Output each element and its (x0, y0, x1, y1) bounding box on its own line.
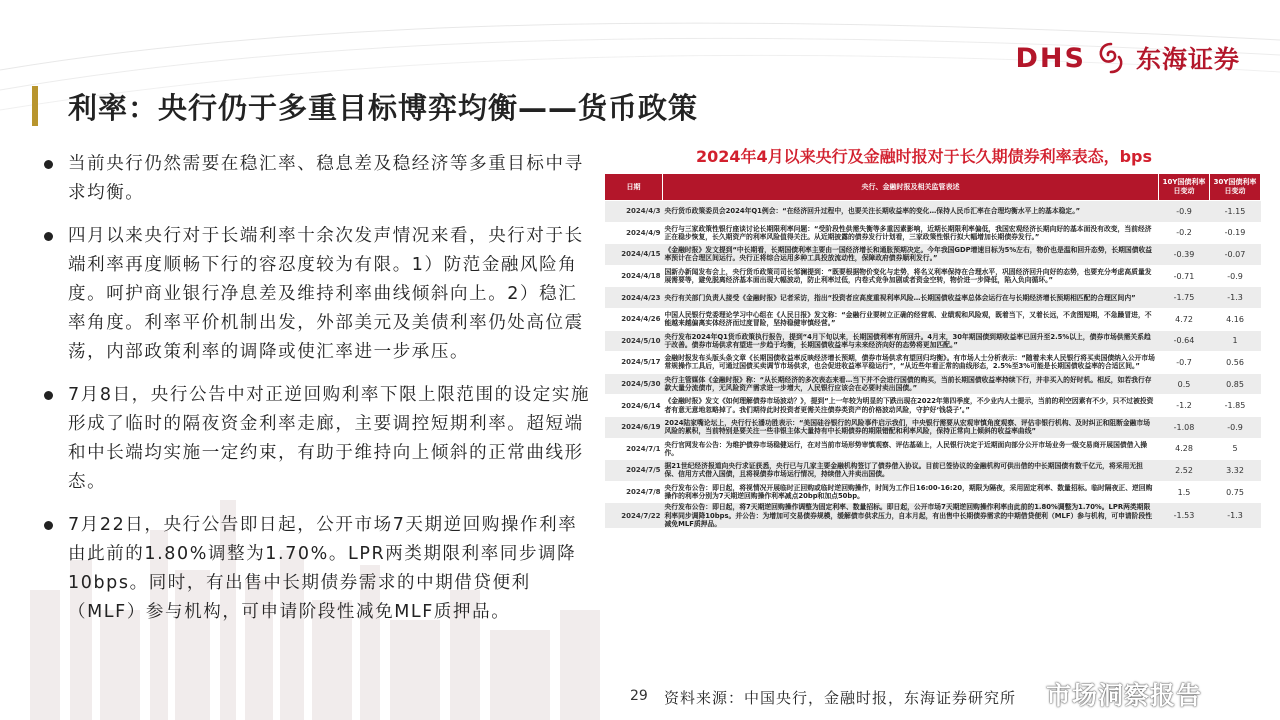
row-30y-change: -1.3 (1210, 503, 1261, 529)
row-10y-change: -0.9 (1159, 201, 1210, 223)
table-header-row (605, 174, 1261, 201)
row-10y-change: -1.75 (1159, 287, 1210, 309)
row-date: 2024/4/9 (605, 222, 663, 244)
bullet-list (40, 150, 596, 641)
row-10y-change: -0.2 (1159, 222, 1210, 244)
bullet-dot-icon (44, 232, 53, 241)
bullet-item (40, 150, 596, 208)
table-row (605, 244, 1261, 266)
header-10y-change: 10Y国债利率日变动 (1159, 174, 1210, 201)
row-date: 2024/6/14 (605, 395, 663, 417)
row-10y-change: 2.52 (1159, 460, 1210, 482)
table-row (605, 287, 1261, 309)
row-date: 2024/6/19 (605, 416, 663, 438)
row-date: 2024/4/3 (605, 201, 663, 223)
bullet-dot-icon (44, 160, 53, 169)
row-date: 2024/7/5 (605, 460, 663, 482)
bullet-text: 四月以来央行对于长端利率十余次发声情况来看，央行对于长端利率再度顺畅下行的容忍度较为有限。1）防范金融风险角度。呵护商业银行净息差及维持利率曲线倾斜向上。2）稳汇率角度。利率平价机制出发，外部美元及美债利率仍处高位震荡，内部政策利率的调降或使汇率进一步承压。 (68, 226, 584, 362)
row-10y-change: 4.72 (1159, 308, 1210, 330)
row-10y-change: -0.39 (1159, 244, 1210, 266)
bullet-text: 当前央行仍然需要在稳汇率、稳息差及稳经济等多重目标中寻求均衡。 (68, 154, 584, 203)
table-row (605, 308, 1261, 330)
row-30y-change: -0.9 (1210, 416, 1261, 438)
row-30y-change: 5 (1210, 438, 1261, 460)
row-30y-change: 3.32 (1210, 460, 1261, 482)
header-date: 日期 (605, 174, 663, 201)
row-statement: 央行发布公告：即日起，将7天期逆回购操作调整为固定利率、数量招标。即日起，公开市场7天期逆回购操作利率由此前的1.80%调整为1.70%。LPR两类期限利率同步调降10bps。并公告：为增加可交易债券规模，缓解债市供求压力，自本月起，有出售中长期债券需求的中期借贷便利（MLF）参与机构，可申请阶段性减免MLF质押品。 (663, 503, 1159, 529)
row-statement: 国新办新闻发布会上，央行货币政策司司长邹澜提到：“既要根据物价变化与走势，将名义利率保持在合理水平，巩固经济回升向好的态势，也要充分考虑高质量发展需要等，避免脱离经济基本面出现大幅波动，防止利率过低，内卷式竞争加剧或者资金空转，物价进一步降低，陷入负向循环。” (663, 265, 1159, 287)
row-10y-change: -1.53 (1159, 503, 1210, 529)
row-date: 2024/7/1 (605, 438, 663, 460)
row-statement: 央行官网发布公告：为维护债券市场稳健运行，在对当前市场形势审慎观察、评估基础上，人民银行决定于近期面向部分公开市场业务一级交易商开展国债借入操作。 (663, 438, 1159, 460)
row-30y-change: 4.16 (1210, 308, 1261, 330)
table-row (605, 438, 1261, 460)
table-row (605, 503, 1261, 529)
row-date: 2024/7/8 (605, 481, 663, 503)
row-10y-change: -0.7 (1159, 352, 1210, 374)
title-accent-bar (32, 86, 38, 126)
row-10y-change: -0.71 (1159, 265, 1210, 287)
row-30y-change: -1.85 (1210, 395, 1261, 417)
table-row (605, 265, 1261, 287)
row-statement: 央行发布公告：即日起，将视情况开展临时正回购或临时逆回购操作，时间为工作日16:00-16:20，期限为隔夜，采用固定利率、数量招标。临时隔夜正、逆回购操作的利率分别为7天期逆回购操作利率减点20bp和加点50bp。 (663, 481, 1159, 503)
row-10y-change: 4.28 (1159, 438, 1210, 460)
row-statement: 央行货币政策委员会2024年Q1例会：“在经济回升过程中，也要关注长期收益率的变化…保持人民币汇率在合理均衡水平上的基本稳定。” (663, 201, 1159, 223)
table-row (605, 395, 1261, 417)
row-10y-change: -1.08 (1159, 416, 1210, 438)
row-statement: 央行发布2024年Q1货币政策执行报告，提到“4月下旬以来，长期国债利率有所回升。4月末，30年期国债到期收益率已回升至2.5%以上，债券市场供需关系趋于改善。债券市场供求有望进一步趋于均衡，长期国债收益率与未来经济向好的态势将更加匹配。” (663, 330, 1159, 352)
row-date: 2024/4/26 (605, 308, 663, 330)
source-note: 资料来源：中国央行，金融时报，东海证券研究所 (664, 689, 1017, 707)
bullet-text: 7月8日，央行公告中对正逆回购利率下限上限范围的设定实施形成了临时的隔夜资金利率走廊，主要调控短期利率。超短端和中长端均实施一定约束，有助于维持向上倾斜的正常曲线形态。 (68, 385, 591, 492)
row-statement: 金融时报发布头版头条文章《长期国债收益率反映经济增长预期，债券市场供求有望回归均衡》。有市场人士分析表示：“随着未来人民银行将买卖国债纳入公开市场常规操作工具后，可通过国债买卖调节市场供求，也会促进收益率平稳运行”，“从近些年看正常的曲线形态，2.5%至3%可能是长期国债收益率的合适区间。” (663, 352, 1159, 374)
header-30y-change: 30Y国债利率日变动 (1210, 174, 1261, 201)
logo-chinese-text: 东海证券 (1135, 45, 1240, 74)
page-title: 利率：央行仍于多重目标博弈均衡——货币政策 (68, 91, 699, 125)
row-date: 2024/5/10 (605, 330, 663, 352)
table-row (605, 373, 1261, 395)
table-title: 2024年4月以来央行及金融时报对于长久期债券利率表态，bps (695, 147, 1153, 166)
row-date: 2024/5/17 (605, 352, 663, 374)
row-30y-change: -1.3 (1210, 287, 1261, 309)
bullet-text: 7月22日，央行公告即日起，公开市场7天期逆回购操作利率由此前的1.80%调整为1.70%。LPR两类期限利率同步调降10bps。同时，有出售中长期债券需求的中期借贷便利（MLF）参与机构，可申请阶段性减免MLF质押品。 (68, 515, 578, 622)
row-statement: 据21世纪经济报道向央行求证获悉，央行已与几家主要金融机构签订了债券借入协议。目前已签协议的金融机构可供出借的中长期国债有数千亿元，将采用无担保、信用方式借入国债，且将视债券市场运行情况，持续借入并卖出国债。 (663, 460, 1159, 482)
row-10y-change: -0.64 (1159, 330, 1210, 352)
row-date: 2024/4/15 (605, 244, 663, 266)
row-statement: 央行有关部门负责人接受《金融时报》记者采访，指出“投资者应高度重视利率风险…长期国债收益率总体会运行在与长期经济增长预期相匹配的合理区间内” (663, 287, 1159, 309)
row-30y-change: 0.85 (1210, 373, 1261, 395)
row-statement: 中国人民银行党委理论学习中心组在《人民日报》发文称：“金融行业要树立正确的经营观、业绩观和风险观，既着当下，又着长远，不贪图短期，不急躁冒进，不能越来越偏离实体经济而过度冒险，坚持稳健审慎经营。” (663, 308, 1159, 330)
table-row (605, 222, 1261, 244)
table-row (605, 201, 1261, 223)
row-date: 2024/7/22 (605, 503, 663, 529)
row-30y-change: -0.07 (1210, 244, 1261, 266)
row-30y-change: 1 (1210, 330, 1261, 352)
row-date: 2024/5/30 (605, 373, 663, 395)
table-row (605, 481, 1261, 503)
table-row (605, 330, 1261, 352)
row-statement: 2024陆家嘴论坛上，央行行长潘功胜表示：“美国硅谷银行的风险事件启示我们，中央银行需要从宏观审慎角度观察、评估非银行机构、及时纠正和阻断金融市场风险的累积，当前特别是要关注一些非银主体大量持有中长期债券的期限错配和利率风险，保持正常向上倾斜的收益率曲线” (663, 416, 1159, 438)
page-number: 29 (630, 688, 648, 704)
row-10y-change: 1.5 (1159, 481, 1210, 503)
row-10y-change: -1.2 (1159, 395, 1210, 417)
header-statement: 央行、金融时报及相关监管表述 (663, 174, 1159, 201)
logo-latin-text: DHS (1015, 42, 1086, 74)
bullet-item (40, 381, 596, 497)
logo-swirl-icon (1094, 41, 1128, 75)
bullet-item (40, 222, 596, 367)
company-logo (1016, 40, 1240, 76)
row-statement: 央行主管媒体《金融时报》称：“从长期经济的多次表态来看…当下并不会进行国债的购买，当前长期国债收益率持续下行，并非买入的好时机。相反，如若我行存款大量分流债市，无风险资产需求进一步增大，人民银行应该会在必要时卖出国债。” (663, 373, 1159, 395)
watermark-text: 市场洞察报告 (1046, 681, 1203, 710)
table-row (605, 416, 1261, 438)
row-30y-change: -1.15 (1210, 201, 1261, 223)
row-statement: 《金融时报》发文《如何理解债券市场波动？》，提到“上一年较为明显的下跌出现在2022年第四季度，不少业内人士提示，当前的利空因素有不少，只不过被投资者有意无意地忽略掉了。我们期待此时投资者更需关注债券类资产的价格波动风险，守护好‘钱袋子’。” (663, 395, 1159, 417)
bullet-dot-icon (44, 521, 53, 530)
rates-statement-table (604, 173, 1261, 529)
row-10y-change: 0.5 (1159, 373, 1210, 395)
bullet-dot-icon (44, 391, 53, 400)
table-row (605, 352, 1261, 374)
row-30y-change: 0.56 (1210, 352, 1261, 374)
table-row (605, 460, 1261, 482)
row-date: 2024/4/18 (605, 265, 663, 287)
row-30y-change: -0.9 (1210, 265, 1261, 287)
row-30y-change: -0.19 (1210, 222, 1261, 244)
row-30y-change: 0.75 (1210, 481, 1261, 503)
row-statement: 《金融时报》发文提到“中长期看，长期国债利率主要由一国经济增长和通胀预期决定。今年我国GDP增速目标为5%左右，物价也是温和回升态势，长期国债收益率预计在合理区间运行。央行正将综合运用多种工具投放流动性，保障政府债券顺利发行。” (663, 244, 1159, 266)
bullet-item (40, 511, 596, 627)
row-statement: 央行与三家政策性银行座谈讨论长期限利率问题：“受阶段性供需失衡等多重因素影响，近期长期限利率偏低，我国宏观经济长期向好的基本面没有改变，当前经济正在稳步恢复，长久期资产的利率风险值得关注。从近期披露的债券发行计划看，三家政策性银行拟大幅增加长期债券发行。” (663, 222, 1159, 244)
row-date: 2024/4/23 (605, 287, 663, 309)
